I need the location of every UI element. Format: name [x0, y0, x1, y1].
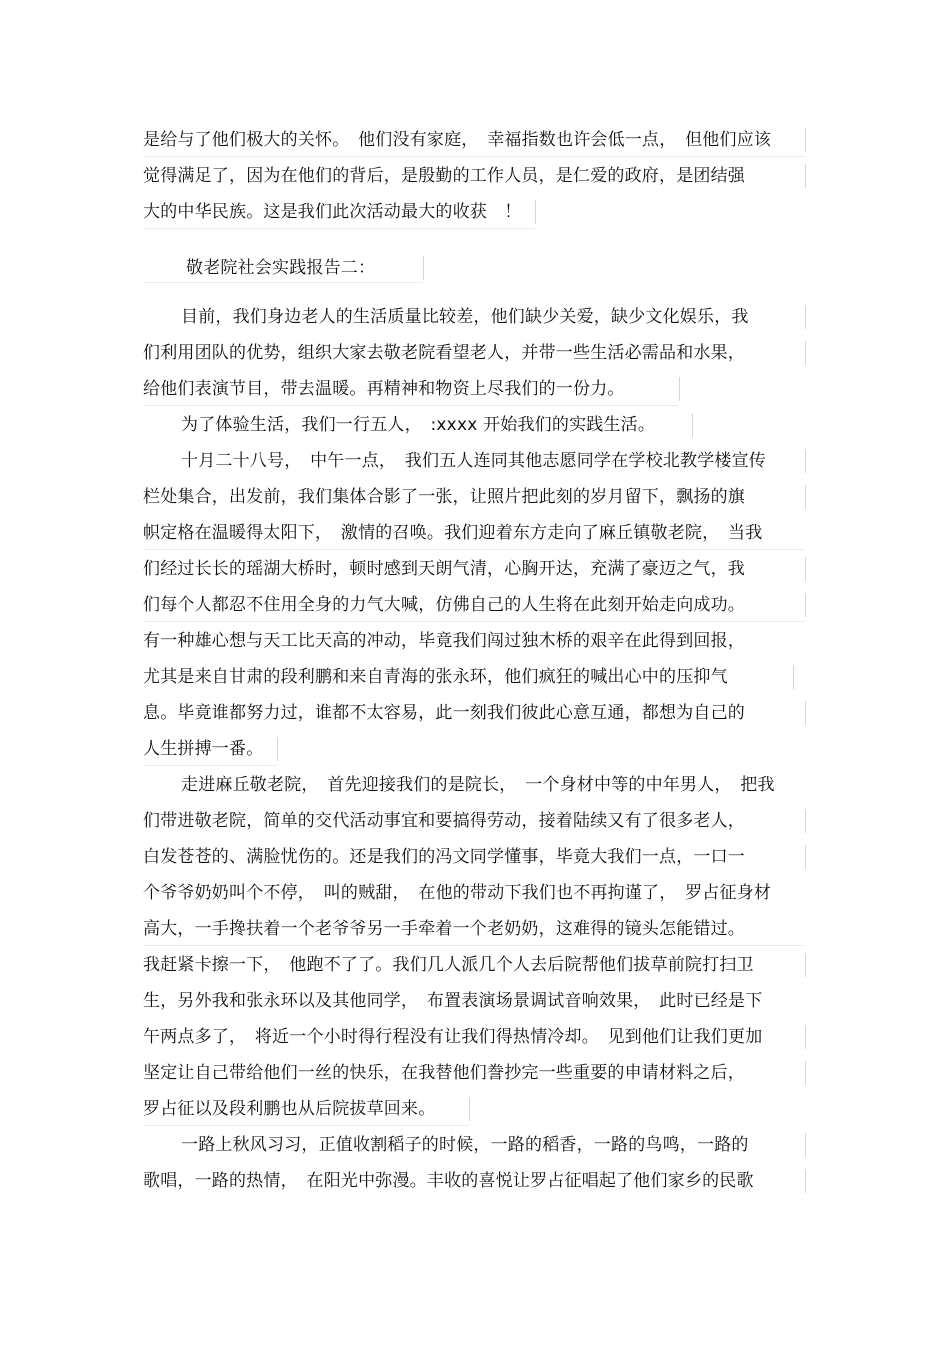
- scan-artifact: [469, 1097, 470, 1121]
- scan-artifact: [535, 200, 536, 224]
- text-line: 帜定格在温暖得太阳下， 激情的召唤。我们迎着东方走向了麻丘镇敬老院， 当我: [143, 523, 763, 543]
- text-line: 栏处集合，出发前，我们集体合影了一张，让照片把此刻的岁月留下，飘扬的旗: [143, 487, 745, 507]
- scan-artifact: [805, 593, 806, 617]
- scan-artifact: [805, 845, 806, 869]
- text-line: 息。毕竟谁都努力过，谁都不太容易，此一刻我们彼此心意互通，都想为自己的: [143, 703, 745, 723]
- text-line: 们经过长长的瑶湖大桥时，顿时感到天朗气清，心胸开达，充满了豪迈之气，我: [143, 559, 745, 579]
- text-line: 我赶紧卡擦一下， 他跑不了了。我们几人派几个人去后院帮他们拔草前院打扫卫: [143, 955, 754, 975]
- text-line: 是给与了他们极大的关怀。 他们没有家庭， 幸福指数也许会低一点， 但他们应该: [143, 130, 772, 150]
- scan-artifact: [805, 305, 806, 329]
- scan-artifact: [805, 557, 806, 581]
- scan-artifact: [805, 701, 806, 725]
- text-line: 歌唱，一路的热情， 在阳光中弥漫。丰收的喜悦让罗占征唱起了他们家乡的民歌: [143, 1171, 754, 1191]
- scan-artifact: [805, 164, 806, 188]
- text-line: 十月二十八号， 中午一点， 我们五人连同其他志愿同学在学校北教学楼宣传: [181, 451, 766, 471]
- scan-artifact: [143, 405, 679, 406]
- text-line: 为了体验生活，我们一行五人， :xxxx 开始我们的实践生活。: [181, 415, 656, 435]
- scan-artifact: [143, 1125, 469, 1126]
- text-line: 走进麻丘敬老院， 首先迎接我们的是院长， 一个身材中等的中年男人， 把我: [181, 775, 775, 795]
- scan-artifact: [143, 765, 277, 766]
- scan-artifact: [143, 282, 423, 283]
- scan-artifact: [805, 809, 806, 833]
- scan-artifact: [805, 1169, 806, 1193]
- scan-artifact: [143, 621, 805, 622]
- text-line: 白发苍苍的、满脸忧伤的。还是我们的冯文同学懂事，毕竟大我们一点，一口一: [143, 847, 745, 867]
- section-heading: 敬老院社会实践报告二：: [186, 258, 376, 278]
- scan-artifact: [143, 945, 805, 946]
- scan-artifact: [805, 953, 806, 977]
- text-line: 觉得满足了，因为在他们的背后，是殷勤的工作人员，是仁爱的政府，是团结强: [143, 166, 745, 186]
- text-line: 高大，一手搀扶着一个老爷爷另一手牵着一个老奶奶，这难得的镜头怎能错过。: [143, 919, 745, 939]
- text-line: 个爷爷奶奶叫个不停， 叫的贼甜， 在他的带动下我们也不再拘谨了， 罗占征身材: [143, 883, 772, 903]
- scan-artifact: [805, 1133, 806, 1157]
- scan-artifact: [793, 665, 794, 689]
- text-line: 一路上秋风习习，正值收割稻子的时候，一路的稻香，一路的鸟鸣，一路的: [181, 1135, 749, 1155]
- scan-artifact: [423, 256, 424, 280]
- scan-artifact: [277, 737, 278, 761]
- scan-artifact: [143, 156, 805, 157]
- text-line: 们带进敬老院，简单的交代活动事宜和要搞得劳动，接着陆续又有了很多老人，: [143, 811, 745, 831]
- text-line: 坚定让自己带给他们一丝的快乐，在我替他们誊抄完一些重要的申请材料之后，: [143, 1063, 745, 1083]
- text-line: 生，另外我和张永环以及其他同学， 布置表演场景调试音响效果， 此时已经是下: [143, 991, 763, 1011]
- text-line: 目前，我们身边老人的生活质量比较差，他们缺少关爱，缺少文化娱乐，我: [181, 307, 749, 327]
- text-line: 给他们表演节目，带去温暖。再精神和物资上尽我们的一份力。: [143, 379, 625, 399]
- scan-artifact: [143, 549, 805, 550]
- text-line: 们每个人都忍不住用全身的力气大喊，仿佛自己的人生将在此刻开始走向成功。: [143, 595, 745, 615]
- scan-artifact: [805, 485, 806, 509]
- scan-artifact: [805, 449, 806, 473]
- scan-artifact: [143, 228, 535, 229]
- text-line: 尤其是来自甘肃的段利鹏和来自青海的张永环，他们疯狂的喊出心中的压抑气: [143, 667, 728, 687]
- text-line: 人生拼搏一番。: [143, 739, 264, 759]
- scan-artifact: [692, 413, 693, 437]
- scan-artifact: [805, 1061, 806, 1085]
- scan-artifact: [805, 128, 806, 152]
- text-line: 午两点多了， 将近一个小时得行程没有让我们得热情冷却。 见到他们让我们更加: [143, 1027, 763, 1047]
- scan-artifact: [679, 377, 680, 401]
- text-line: 罗占征以及段利鹏也从后院拔草回来。: [143, 1099, 436, 1119]
- text-line: 有一种雄心想与天工比天高的冲动，毕竟我们闯过独木桥的艰辛在此得到回报，: [143, 631, 745, 651]
- text-line: 们利用团队的优势，组织大家去敬老院看望老人，并带一些生活必需品和水果，: [143, 343, 745, 363]
- scan-artifact: [805, 341, 806, 365]
- text-line: 大的中华民族。这是我们此次活动最大的收获 ！: [143, 202, 522, 222]
- scan-artifact: [805, 1025, 806, 1049]
